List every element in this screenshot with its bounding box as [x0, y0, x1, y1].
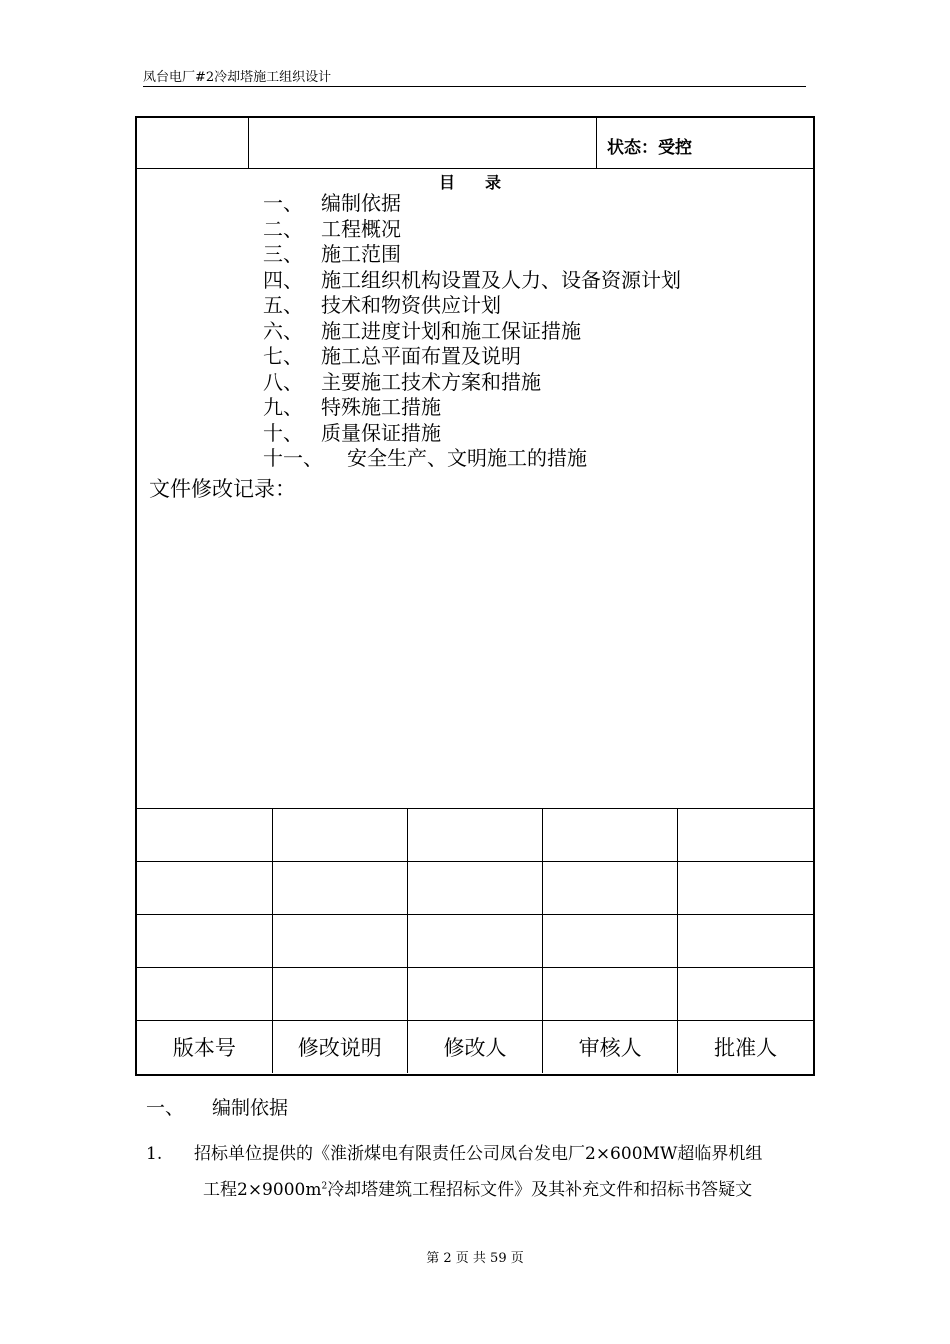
toc-item-number: 五、: [263, 293, 303, 317]
toc-item: [263, 446, 681, 472]
toc-item-number: 十、: [263, 420, 303, 445]
toc-item: [263, 191, 681, 217]
toc-item-number: 九、: [263, 395, 303, 419]
table-header-row: [137, 1021, 813, 1074]
toc-item-text: 质量保证措施: [321, 420, 441, 445]
item-text: 冷却塔建筑工程招标文件》及其补充文件和招标书答疑文: [327, 1180, 753, 1200]
blank-cell: [249, 118, 597, 168]
section-number: 一、: [146, 1097, 185, 1119]
toc-item-text: 技术和物资供应计划: [321, 293, 501, 317]
table-cell: [272, 915, 407, 968]
toc-item: [263, 268, 681, 294]
toc-item: [263, 395, 681, 421]
table-cell: [543, 915, 678, 968]
table-cell: [678, 915, 813, 968]
toc-title: 目录: [438, 173, 531, 192]
toc-item: [263, 319, 681, 345]
table-row: [137, 809, 813, 862]
table-cell: [407, 809, 542, 862]
table-row: [137, 862, 813, 915]
toc-item-text: 编制依据: [321, 191, 401, 215]
table-cell: [137, 809, 272, 862]
toc-item: [263, 242, 681, 268]
table-cell: [272, 809, 407, 862]
toc-item-text: 施工范围: [321, 242, 401, 266]
header-rule: [143, 86, 806, 87]
toc-item-number: 三、: [263, 242, 303, 266]
header-version: 版本号: [137, 1021, 272, 1074]
table-cell: [407, 915, 542, 968]
table-cell: [272, 968, 407, 1021]
item-number: 1.: [146, 1144, 163, 1164]
table-cell: [407, 862, 542, 915]
toc-item-number: 八、: [263, 369, 303, 394]
toc-item-text: 主要施工技术方案和措施: [321, 369, 541, 394]
toc-item-text: 安全生产、文明施工的措施: [347, 446, 587, 470]
header-modifier: 修改人: [407, 1021, 542, 1074]
toc-item-text: 特殊施工措施: [321, 395, 441, 419]
section-title: 编制依据: [212, 1097, 289, 1119]
toc-item: [263, 217, 681, 243]
section-heading: [146, 1093, 288, 1120]
table-cell: [272, 862, 407, 915]
table-cell: [678, 968, 813, 1021]
header-reviewer: 审核人: [543, 1021, 678, 1074]
toc-list: [263, 191, 681, 472]
toc-item: [263, 421, 681, 447]
header-change-note: 修改说明: [272, 1021, 407, 1074]
toc-item-text: 工程概况: [321, 216, 401, 241]
toc-item-number: 六、: [263, 318, 303, 343]
table-row: [137, 968, 813, 1021]
toc-item-text: 施工组织机构设置及人力、设备资源计划: [321, 267, 681, 292]
toc-item-number: 十一、: [263, 446, 323, 470]
superscript: 2: [321, 1181, 328, 1192]
toc-item: [263, 344, 681, 370]
table-cell: [407, 968, 542, 1021]
toc-item-number: 一、: [263, 191, 303, 215]
toc-item-text: 施工进度计划和施工保证措施: [321, 318, 581, 343]
status-label: 状态：受控: [607, 138, 692, 158]
toc-item-text: 施工总平面布置及说明: [321, 344, 521, 368]
table-cell: [137, 968, 272, 1021]
item-text: 招标单位提供的《淮浙煤电有限责任公司凤台发电厂2×600MW超临界机组: [194, 1144, 763, 1164]
table-row: [137, 915, 813, 968]
running-header: 凤台电厂#2冷却塔施工组织设计: [143, 70, 332, 85]
toc-item-number: 七、: [263, 344, 303, 368]
table-cell: [543, 862, 678, 915]
blank-cell: [137, 118, 249, 168]
table-cell: [678, 809, 813, 862]
table-cell: [543, 809, 678, 862]
paragraph-line: [146, 1139, 762, 1164]
table-cell: [137, 862, 272, 915]
table-cell: [543, 968, 678, 1021]
toc-item: [263, 370, 681, 396]
revision-table: [137, 808, 813, 1073]
table-cell: [678, 862, 813, 915]
revision-record-label: 文件修改记录：: [149, 477, 296, 501]
control-row: [137, 118, 813, 169]
header-approver: 批准人: [678, 1021, 813, 1074]
page-footer: 第 2 页 共 59 页: [426, 1251, 524, 1266]
table-cell: [137, 915, 272, 968]
cover-frame: [135, 116, 815, 1076]
toc-item-number: 四、: [263, 267, 303, 292]
item-text: 工程2×9000m: [203, 1180, 322, 1200]
toc-item-number: 二、: [263, 216, 303, 241]
paragraph-line: [203, 1175, 752, 1200]
toc-item: [263, 293, 681, 319]
